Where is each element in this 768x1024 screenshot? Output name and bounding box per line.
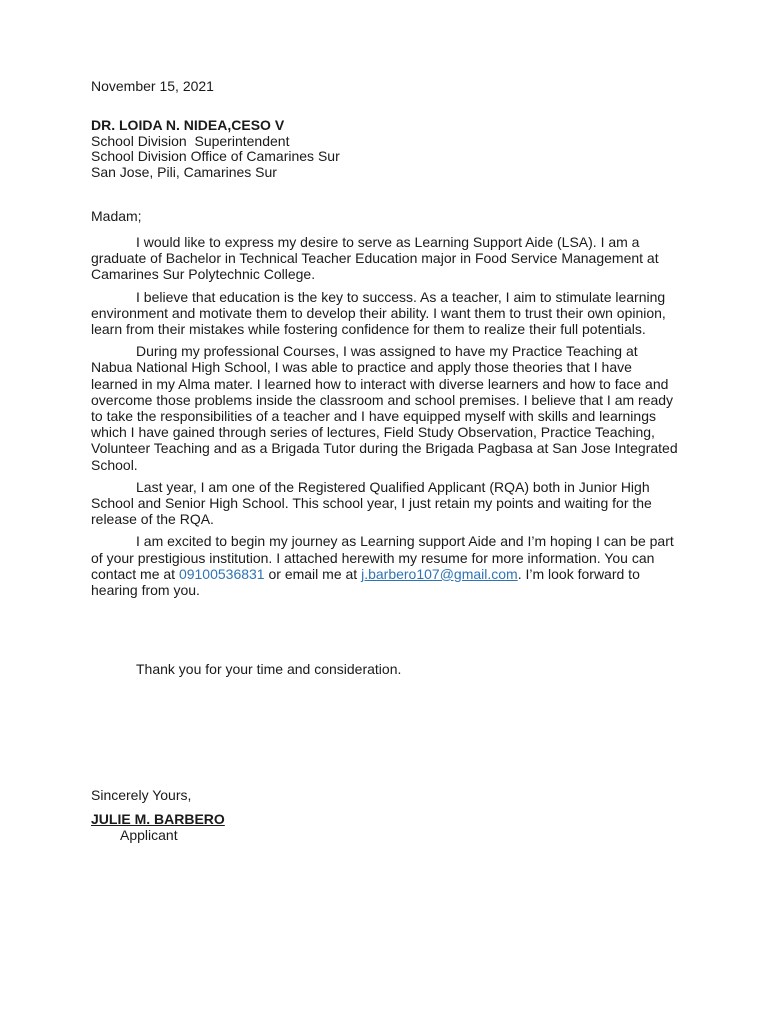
recipient-block — [91, 118, 340, 180]
salutation: Madam; — [91, 208, 142, 224]
recipient-address: San Jose, Pili, Camarines Sur — [91, 163, 277, 180]
signer-title: Applicant — [120, 827, 178, 843]
body-paragraph: I would like to express my desire to serve as Learning Support Aide (LSA). I am a graduate of Bachelor in Technical Teacher Education major in Food Service Management at Camarines Sur Polytechnic College. — [91, 234, 659, 283]
signer-name: JULIE M. BARBERO — [91, 811, 225, 827]
body-paragraph: I believe that education is the key to success. As a teacher, I aim to stimulate learning environment and motivate them to develop their ability. I want them to trust their own opinion, learn from their mistakes while fostering confidence for them to realize their full potentials. — [91, 288, 666, 338]
contact-text-middle: or email me at — [264, 565, 362, 582]
closing: Sincerely Yours, — [91, 787, 192, 803]
contact-text-end: . I’m look forward to hearing from you. — [91, 565, 640, 599]
letter-body — [91, 234, 681, 604]
recipient-name: DR. LOIDA N. NIDEA,CESO V — [91, 117, 285, 133]
email-link[interactable]: j.barbero107@gmail.com — [361, 565, 518, 582]
body-paragraph: Last year, I am one of the Registered Qualified Applicant (RQA) both in Junior High School and Senior High School. This school year, I just retain my points and waiting for the release of the RQA. — [91, 478, 652, 528]
contact-paragraph — [91, 533, 681, 598]
phone-number-link[interactable]: 09100536831 — [178, 565, 265, 582]
contact-text-intro: I am excited to begin my journey as Learning support Aide and I’m hoping I can be part of your prestigious institution. I attached herewith my resume for more information. You can contact me at — [91, 533, 674, 582]
recipient-position: School Division Superintendent — [91, 132, 290, 149]
recipient-office: School Division Office of Camarines Sur — [91, 148, 340, 164]
letter-date: November 15, 2021 — [91, 78, 214, 94]
thanks-line: Thank you for your time and consideration. — [136, 661, 402, 677]
body-paragraph: During my professional Courses, I was assigned to have my Practice Teaching at Nabua National High School, I was able to practice and apply those theories that I have learned in my Alma mater. I learned how to interact with diverse learners and how to face and overcome those problems inside the classroom and school premises. I believe that I am ready to take the responsibilities of a teacher and I have equipped myself with skills and learnings which I have gained through series of lectures, Field Study Observation, Practice Teaching, Volunteer Teaching and as a Brigada Tutor during the Brigada Pagbasa at San Jose Integrated School. — [91, 343, 678, 473]
